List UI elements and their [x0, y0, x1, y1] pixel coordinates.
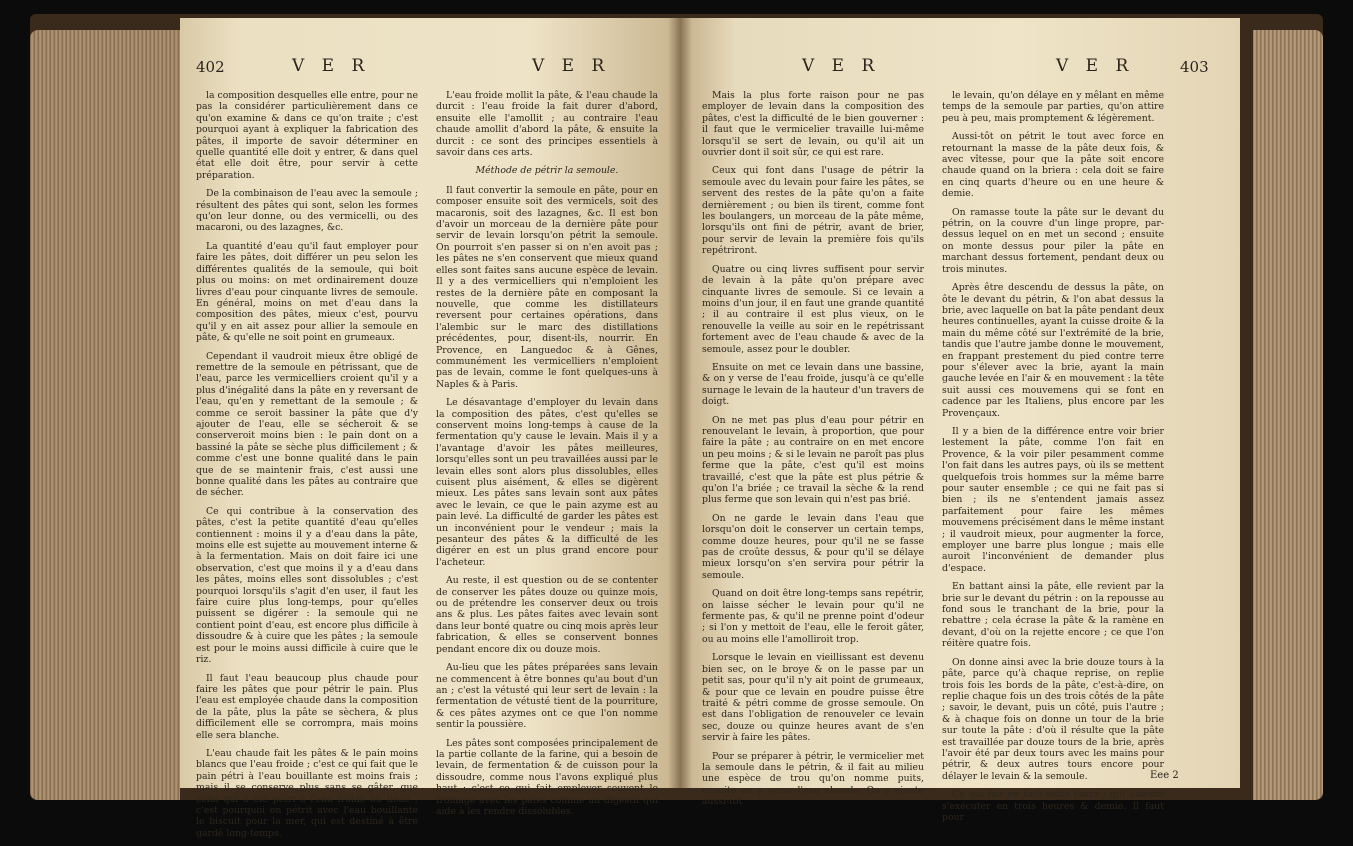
paragraph: Le désavantage d'employer du levain dans la composition des pâtes, c'est qu'elles se conservent moins long-temps à cause de la fermentation qu'y cause le levain. Mais il y a l'avantage d'avoir les pâtes meilleures, lorsqu'elles sont un peu travaillées aussi par le levain elles sont alors plus dissolubles, elles cuisent plus aisément, & elles se digèrent mieux. Les pâtes sans levain sont aux pâtes avec le levain, ce que le pain azyme est au pain levé. La difficulté de garder les pâtes est un inconvénient pour le vendeur ; mais la pesanteur des pâtes & la difficulté de les digérer en est un plus grand encore pour l'acheteur. [436, 397, 658, 568]
paragraph: La quantité d'eau qu'il faut employer pour faire les pâtes, doit différer un peu selon les différentes qualités de la semoule, qui boit plus ou moins: on met ordinairement douze livres d'eau pour cinquante livres de semoule. En général, moins on met d'eau dans la composition des pâtes, mieux c'est, pourvu qu'il y en ait assez pour allier la semoule en pâte, & qu'elle ne soit point en grumeaux. [196, 240, 418, 344]
paragraph: Cependant il vaudroit mieux être obligé de remettre de la semoule en pétrissant, que de l'eau, parce les vermicelliers croient qu'il y a plus d'inégalité dans la pâte en y reversant de l'eau, qu'en y remettant de la semoule ; & comme ce seroit bassiner la pâte que d'y ajouter de l'eau, elle se sécheroit & se conserveroit moins bien : le pain dont on a bassiné la pâte se sèche plus difficilement ; & comme c'est une bonne qualité dans le pain que de se maintenir frais, c'est aussi une bonne qualité dans les pâtes au contraire que de sécher. [196, 350, 418, 499]
paragraph: Quatre ou cinq livres suffisent pour servir de levain à la pâte qu'on prépare avec cinquante livres de semoule. Si ce levain a moins d'un jour, il en faut une grande quantité ; il au contraire il est plus vieux, on le renouvelle la veille au soir en le repétrissant fortement avec de l'eau chaude & avec de la semoule, assez pour le doubler. [702, 263, 924, 355]
text-column-right [942, 90, 1164, 830]
paragraph: De la combinaison de l'eau avec la semoule ; résultent des pâtes qui sont, selon les formes qu'on leur donne, ou des vermicelli, ou des macaroni, ou des lazagnes, &c. [196, 188, 418, 234]
paragraph: Ceux qui font dans l'usage de pétrir la semoule avec du levain pour faire les pâtes, se servent des restes de la pâte qu'on a faite dernièrement ; ou bien ils tirent, comme font les boulangers, un morceau de la pâte même, lorsqu'ils ont fini de pétrir, avant de brier, pour servir de levain la première fois qu'ils repétriront. [702, 165, 924, 257]
running-head: V E R [1056, 56, 1135, 76]
paragraph: En battant ainsi la pâte, elle revient par la brie sur le devant du pétrin : on la repousse au fond sous le tranchant de la brie, pour la rebattre ; cela écrase la pâte & la ramène en devant, d'où on la rejette encore ; ce que l'on réitère quatre fois. [942, 581, 1164, 650]
page-edges-right [1253, 30, 1323, 800]
text-column-left [702, 90, 924, 815]
paragraph: Ce qui contribue à la conservation des pâtes, c'est la petite quantité d'eau qu'elles contiennent : moins il y a d'eau dans la pâte, moins elle est sujette au mouvement interne & à la fermentation. Mais on doit faire ici une observation, c'est que moins il y a d'eau dans les pâtes, moins elles sont dissolubles ; c'est pourquoi lorsqu'ils s'agit d'en user, il faut les faire cuire plus long-temps, pour qu'elles puissent se digérer : la semoule qui ne contient point d'eau, est encore plus difficile à dissoudre & à cuire que les pâtes ; la semoule est pour le moins aussi difficile à cuire que le riz. [196, 505, 418, 666]
paragraph: On ne garde le levain dans l'eau que lorsqu'on doit le conserver un certain temps, comme douze heures, pour qu'il ne se fasse pas de croûte dessus, & pour qu'il se délaye mieux lorsqu'on s'en servira pour pétrir la semoule. [702, 512, 924, 581]
paragraph: Mais la plus forte raison pour ne pas employer de levain dans la composition des pâtes, c'est la difficulté de le bien gouverner : il faut que le vermicelier travaille lui-même lorsqu'il se sert de levain, ou qu'il ait un ouvrier dont il soit sûr, ce qui est rare. [702, 90, 924, 159]
paragraph: L'eau froide mollit la pâte, & l'eau chaude la durcit : l'eau froide la fait durer d'abord, ensuite elle l'amollit ; au contraire l'eau chaude amollit d'abord la pâte, & ensuite la durcit : ce sont des principes essentiels à savoir dans ces arts. [436, 90, 658, 159]
paragraph: Après être descendu de dessus la pâte, on ôte le devant du pétrin, & l'on abat dessus la brie, avec laquelle on bat la pâte pendant deux heures continuelles, ayant la cuisse droite & la main du même côté sur l'extrémité de la brie, tandis que l'autre jambe donne le mouvement, en frappant prestement du pied contre terre pour s'élever avec la brie, ayant la main gauche levée en l'air & en mouvement : la tête suit aussi ces mouvemens qui se font en cadence par les Italiens, plus encore par les Provençaux. [942, 282, 1164, 419]
book-gutter [668, 18, 692, 788]
text-column-right [436, 90, 658, 824]
paragraph: Pour se préparer à pétrir, le vermicelier met la semoule dans le pétrin, & il fait au milieu une espèce de trou qu'on nomme puits, ensuite on y verse l'eau chaude. On y ajoute aussi-tôt [702, 750, 924, 808]
section-heading: Méthode de pétrir la semoule. [475, 165, 619, 177]
paragraph: On ramasse toute la pâte sur le devant du pétrin, on la couvre d'un linge propre, par-dessus lequel on en met un second ; ensuite on monte dessus pour piler la pâte en marchant dessus fortement, pendant deux ou trois minutes. [942, 206, 1164, 275]
text-column-left [196, 90, 418, 846]
paragraph: Il faut l'eau beaucoup plus chaude pour faire les pâtes que pour pétrir le pain. Plus l'eau est employée chaude dans la composition de la pâte, plus la pâte se sèchera, & plus difficilement elle se corrompra, mais moins elle sera blanche. [196, 672, 418, 741]
paragraph: Au-lieu que les pâtes préparées sans levain ne commencent à être bonnes qu'au bout d'un an ; c'est la vétusté qui leur sert de levain : la fermentation de vétusté tient de la pourriture, & ces pâtes azymes ont ce que l'on nomme sentir la poussière. [436, 662, 658, 731]
right-page [680, 18, 1240, 823]
paragraph: le levain, qu'on délaye en y mêlant en même temps de la semoule par parties, qu'on attire peu à peu, mais promptement & légèrement. [942, 90, 1164, 124]
paragraph: L'eau chaude fait les pâtes & le pain moins blancs que l'eau froide ; c'est ce qui fait que le pain pétri à l'eau bouillante est moins frais ; mais il se conserve plus sans se gâter, que celui qui a été pétri à l'eau froide ou tiède ; c'est pourquoi on pétrit avec l'eau bouillante le biscuit pour la mer, qui est destiné à être gardé long-temps. [196, 747, 418, 839]
page-number: 402 [196, 58, 225, 76]
paragraph: Aussi-tôt on pétrit le tout avec force en retournant la masse de la pâte deux fois, & avec vîtesse, pour que la pâte soit encore chaude quand on la briera : cela doit se faire en cinq quarts d'heure ou en une heure & demie. [942, 131, 1164, 200]
paragraph: On donne ainsi avec la brie douze tours à la pâte, parce qu'à chaque reprise, on replie trois fois les bords de la pâte, c'est-à-dire, on replie chaque fois un des trois côtés de la pâte ; savoir, le devant, puis un côté, puis l'autre ; & à chaque fois on donne un tour de la brie sur toute la pâte : d'où il résulte que la pâte est travaillée par douze tours de la brie, après l'avoir été par deux tours avec les mains pour pétrir, & deux autres tours encore pour délayer le levain & la semoule. [942, 656, 1164, 782]
paragraph: Il y a bien de la différence entre voir brier lestement la pâte, comme l'on fait en Provence, & la voir piler pesamment comme l'on fait dans les autres pays, où ils se mettent quelquefois trois hommes sur la même barre pour sauter ensemble ; ce qui ne fait pas si bien ; ils ne s'entendent jamais assez parfaitement pour faire les mêmes mouvemens précisément dans le même instant ; il vaudroit mieux, pour augmenter la force, employer une barre plus longue ; mais elle auroit l'inconvénient de demander plus d'espace. [942, 425, 1164, 574]
paragraph: Au reste, il est question ou de se contenter de conserver les pâtes douze ou quinze mois, ou de prétendre les conserver deux ou trois ans & plus. Les pâtes faites avec levain sont dans leur bonté quatre ou cinq mois après leur fabrication, & elles se conservent bonnes pendant encore dix ou douze mois. [436, 575, 658, 655]
running-head: V E R [292, 56, 371, 76]
paragraph: Ce qui fait en tout seize tours ; qui doivent s'exécuter en trois heures & demie. Il faut pour [942, 789, 1164, 823]
paragraph: Quand on doit être long-temps sans repétrir, on laisse sécher le levain pour qu'il ne fermente pas, & qu'il ne prenne point d'odeur ; si l'on y mettoit de l'eau, elle le feroit gâter, ou au moins elle l'amolliroit trop. [702, 588, 924, 645]
paragraph: la composition desquelles elle entre, pour ne pas la considérer particulièrement dans ce qu'on examine & dans ce qu'on traite ; c'est pourquoi ayant à expliquer la fabrication des pâtes, il importe de savoir déterminer en quelle quantité elle doit y entrer, & dans quel état elle doit être, pour servir à cette préparation. [196, 90, 418, 181]
paragraph: Les pâtes sont composées principalement de la partie collante de la farine, qui a besoin de levain, de fermentation & de cuisson pour la dissoudre, comme nous l'avons expliqué plus haut ; c'est ce qui fait employer souvent le fromage avec les pâtes comme un digestif qui aide à les rendre dissolubles. [436, 737, 658, 817]
running-head: V E R [802, 56, 881, 76]
page-number: 403 [1180, 58, 1209, 76]
catchword: Eee 2 [1150, 770, 1179, 781]
paragraph: Ensuite on met ce levain dans une bassine, & on y verse de l'eau froide, jusqu'à ce qu'elle surnage le levain de la hauteur d'un travers de doigt. [702, 361, 924, 408]
paragraph: Il faut convertir la semoule en pâte, pour en composer ensuite soit des vermicels, soit des macaronis, soit des lazagnes, &c. Il est bon d'avoir un morceau de la dernière pâte pour servir de levain lorsqu'on pétrit la semoule. On pourroit s'en passer si on n'en avoit pas ; les pâtes ne s'en conservent que mieux quand elles sont faites sans aucune espèce de levain. Il y a des vermicelliers qui n'emploient les restes de la dernière pâte en composant la nouvelle, que comme les distillateurs reversent pour certaines opérations, dans l'alembic sur le marc des distillations précédentes, pour, disent-ils, nourrir. En Provence, en Languedoc & à Gênes, communément les vermicelliers n'emploient pas de levain, comme le font quelques-uns à Naples & à Paris. [436, 184, 658, 390]
paragraph: On ne met pas plus d'eau pour pétrir en renouvelant le levain, à proportion, que pour faire la pâte ; au contraire on en met encore un peu moins ; & si le levain ne paroît pas plus ferme que la pâte, c'est qu'il est moins travaillé, c'est que la pâte est plus pétrie & qu'on l'a briée ; ce travail la sèche & la rend plus ferme que son levain qui n'est pas brié. [702, 414, 924, 506]
paragraph: Lorsque le levain en vieillissant est devenu bien sec, on le broye & on le passe par un petit sas, pour qu'il n'y ait point de grumeaux, & pour que ce levain en poudre puisse être traité & pétri comme de grosse semoule. On est dans l'obligation de renouveler ce levain sec, douze ou quinze heures avant de s'en servir à faire les pâtes. [702, 652, 924, 744]
left-page [180, 18, 680, 839]
running-head: V E R [532, 56, 611, 76]
page-edges-left [30, 30, 180, 800]
